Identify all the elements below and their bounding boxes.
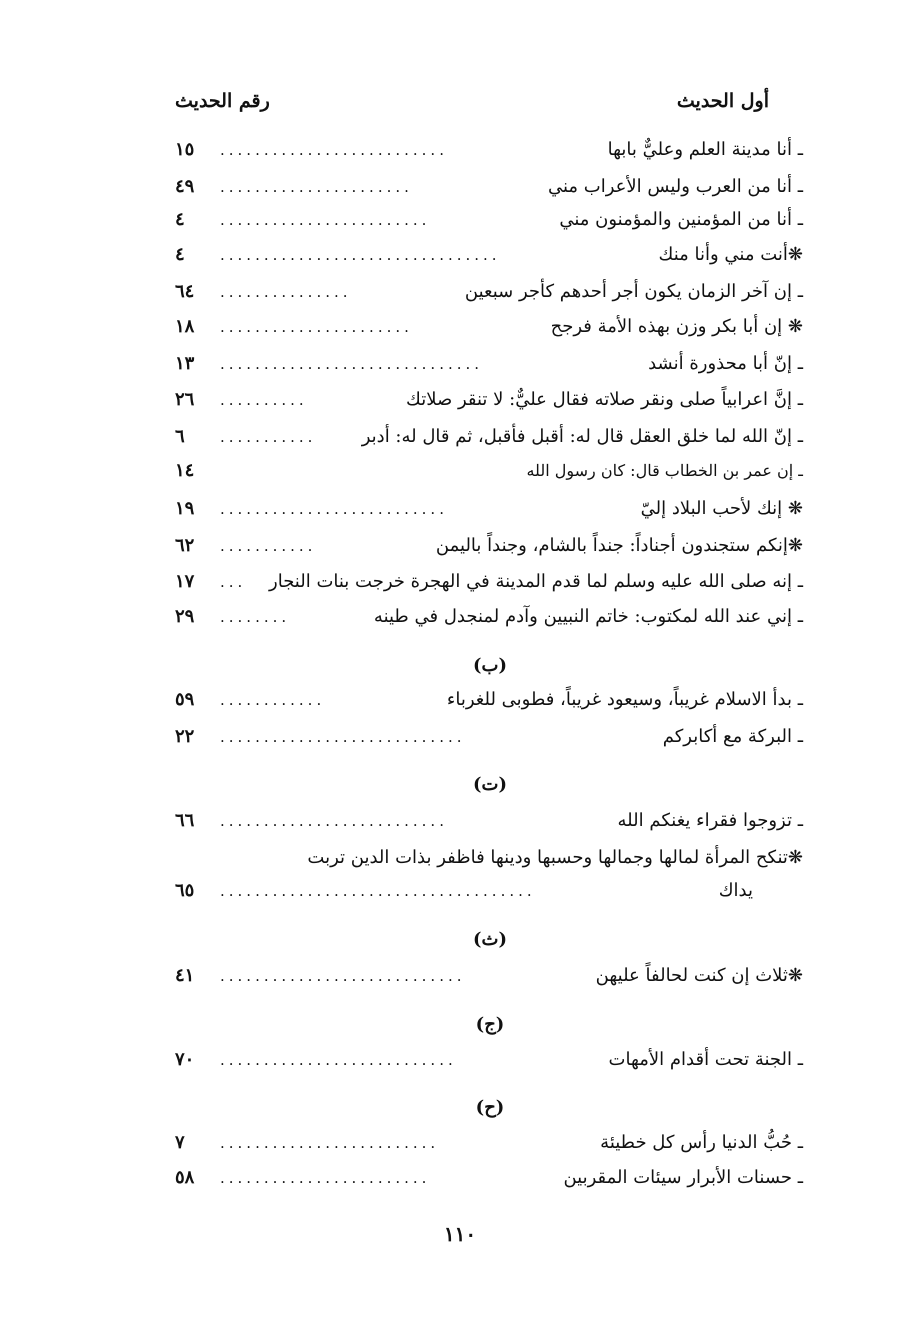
index-entry: ❋ إن أبا بكر وزن بهذه الأمة فرجح ...................... ١٨: [175, 316, 803, 337]
column-header-hadith-number: رقم الحديث: [175, 90, 270, 112]
index-entry: ❋أنت مني وأنا منك ................................ ٤: [175, 244, 803, 265]
index-entry: ـ إنَّ اعرابياً صلى ونقر صلاته فقال عليٌّ: لا تنقر صلاتك .......... ٢٦: [175, 389, 803, 410]
index-entry: ❋تنكح المرأة لمالها وجمالها وحسبها ودينها فاظفر بذات الدين تربت: [307, 847, 803, 868]
index-entry: ـ إنه صلى الله عليه وسلم لما قدم المدينة في الهجرة خرجت بنات النجار ... ١٧: [175, 571, 803, 592]
section-heading-ta: (ت): [473, 774, 507, 795]
index-entry: ـ تزوجوا فقراء يغنكم الله .......................... ٦٦: [175, 810, 803, 831]
index-entry: ـ أنا مدينة العلم وعليٌّ بابها .......................... ١٥: [175, 139, 803, 160]
section-heading-ha: (ح): [475, 1097, 505, 1118]
section-heading-jim: (ج): [475, 1014, 505, 1035]
page-number: ١١٠: [443, 1222, 477, 1246]
index-entry: ـ إن عمر بن الخطاب قال: كان رسول الله ١٤: [175, 460, 803, 481]
index-entry: ـ إني عند الله لمكتوب: خاتم النبيين وآدم لمنجدل في طينه ........ ٢٩: [175, 606, 803, 627]
index-entry: ـ حسنات الأبرار سيئات المقربين ........................ ٥٨: [175, 1167, 803, 1188]
section-heading-tha: (ث): [473, 929, 507, 950]
index-entry-continuation: يداك .................................... ٦٥: [175, 880, 753, 901]
index-entry: ـ إنّ أبا محذورة أنشد .............................. ١٣: [175, 353, 803, 374]
index-entry: ـ إن آخر الزمان يكون أجر أحدهم كأجر سبعين ............... ٦٤: [175, 281, 803, 302]
index-entry: ـ حُبُّ الدنيا رأس كل خطيئة ......................... ٧: [175, 1132, 803, 1153]
section-heading-ba: (ب): [473, 655, 507, 676]
index-entry: ❋ثلاث إن كنت لحالفاً عليهن ............................ ٤١: [175, 965, 803, 986]
index-entry: ❋إنكم ستجندون أجناداً: جنداً بالشام، وجنداً باليمن ........... ٦٢: [175, 535, 803, 556]
index-entry: ـ الجنة تحت أقدام الأمهات ........................... ٧٠: [175, 1049, 803, 1070]
index-entry: ـ بدأ الاسلام غريباً، وسيعود غريباً، فطوبى للغرباء ............ ٥٩: [175, 689, 803, 710]
column-header-first-words: أول الحديث: [676, 90, 769, 112]
index-entry: ـ أنا من المؤمنين والمؤمنون مني ........................ ٤: [175, 209, 803, 230]
index-entry: ـ إنّ الله لما خلق العقل قال له: أقبل فأقبل، ثم قال له: أدبر ........... ٦: [175, 426, 803, 447]
index-entry: ❋ إنك لأحب البلاد إليّ .......................... ١٩: [175, 498, 803, 519]
index-entry: ـ أنا من العرب وليس الأعراب مني ...................... ٤٩: [175, 176, 803, 197]
index-entry: ـ البركة مع أكابركم ............................ ٢٢: [175, 726, 803, 747]
